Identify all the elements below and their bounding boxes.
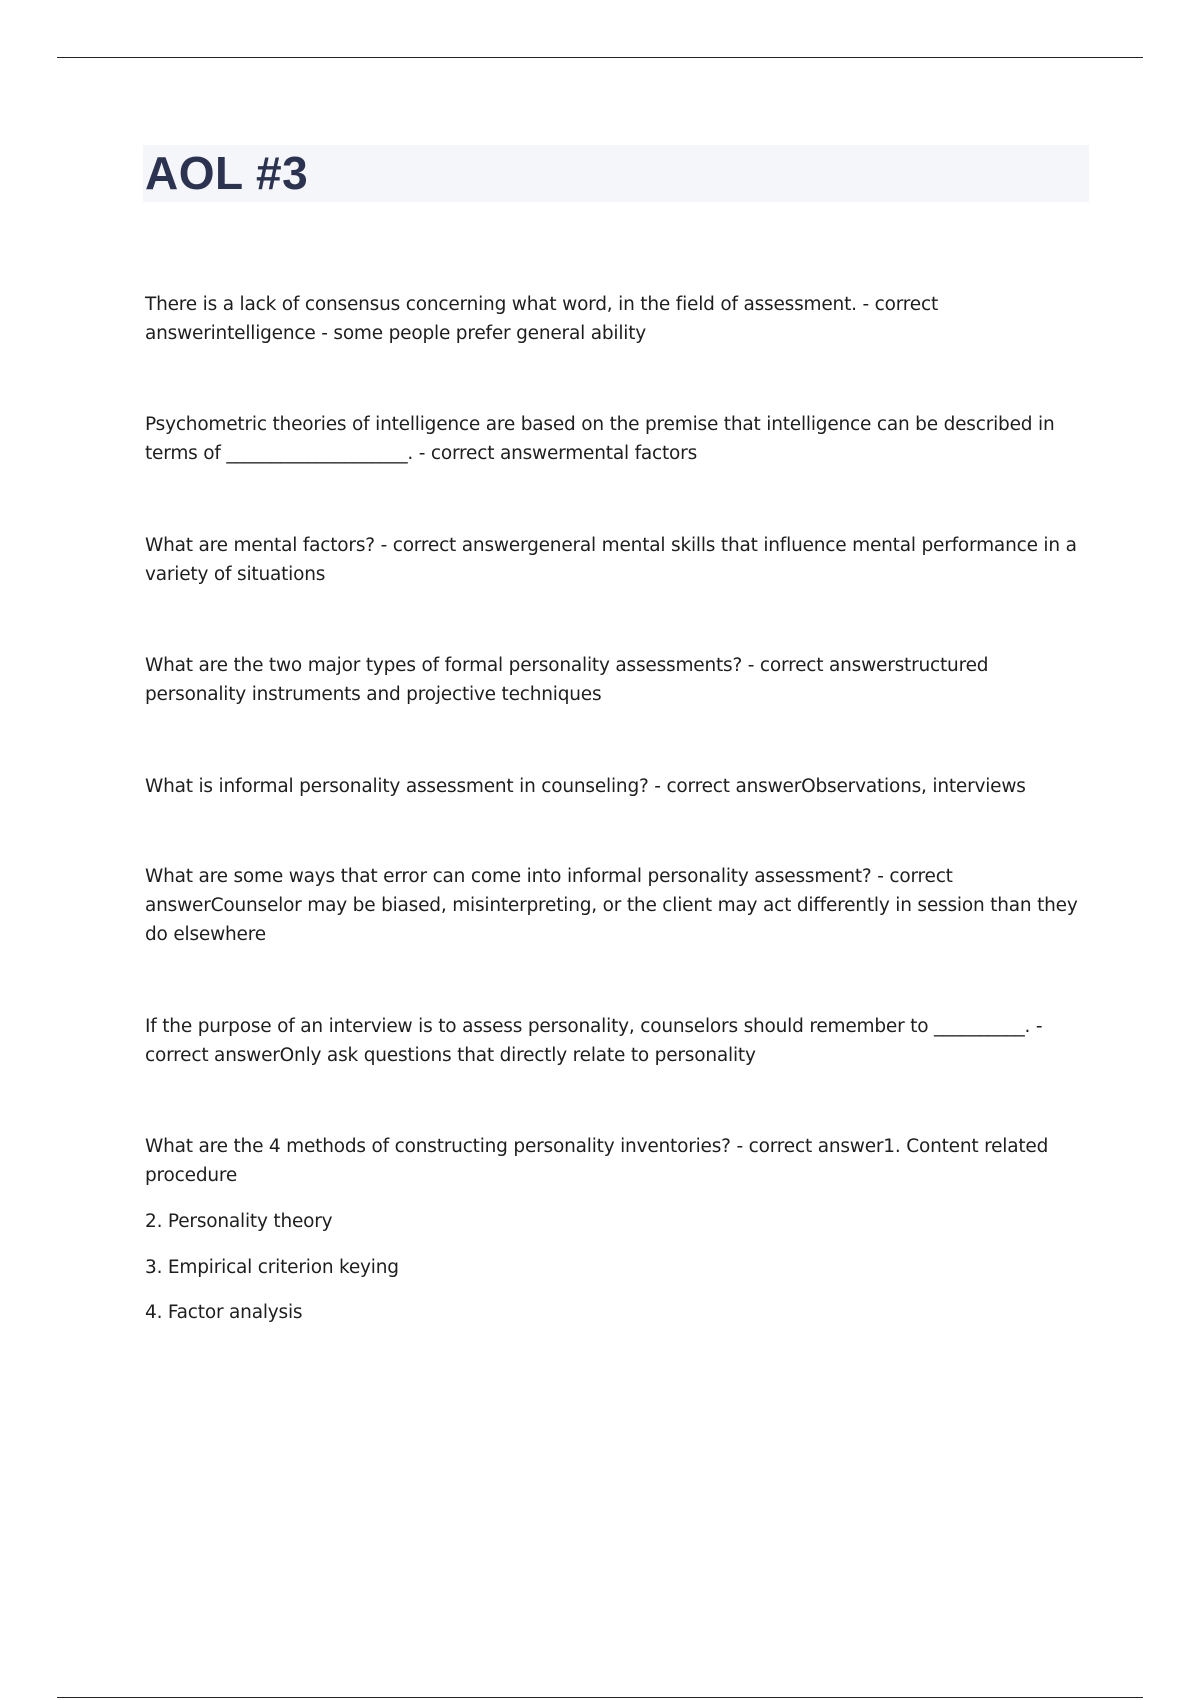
qa-item-8: What are the 4 methods of constructing personality inventories? - correct answer1. Content related procedure <box>145 1136 1049 1186</box>
page-title: AOL #3 <box>145 147 309 199</box>
qa-item-5: What is informal personality assessment in counseling? - correct answerObservations, interviews <box>145 776 1026 797</box>
list-item: 3. Empirical criterion keying <box>145 1257 399 1278</box>
bottom-rule <box>57 1697 1143 1698</box>
list-item: 2. Personality theory <box>145 1211 333 1232</box>
qa-item-2: Psychometric theories of intelligence are based on the premise that intelligence can be described in terms of ____________________. - correct answermental factors <box>145 414 1055 464</box>
qa-item-6: What are some ways that error can come into informal personality assessment? - correct answerCounselor may be biased, misinterpreting, or the client may act differently in session than they do elsewhere <box>145 866 1078 945</box>
top-rule <box>57 57 1143 58</box>
qa-item-4: What are the two major types of formal personality assessments? - correct answerstructured personality instruments and projective techniques <box>145 655 989 705</box>
qa-item-7: If the purpose of an interview is to assess personality, counselors should remember to __________. - correct answerOnly ask questions that directly relate to personality <box>145 1016 1043 1066</box>
qa-item-1: There is a lack of consensus concerning what word, in the field of assessment. - correct answerintelligence - some people prefer general ability <box>145 294 939 344</box>
qa-item-3: What are mental factors? - correct answergeneral mental skills that influence mental performance in a variety of situations <box>145 535 1077 585</box>
list-item: 4. Factor analysis <box>145 1302 303 1323</box>
